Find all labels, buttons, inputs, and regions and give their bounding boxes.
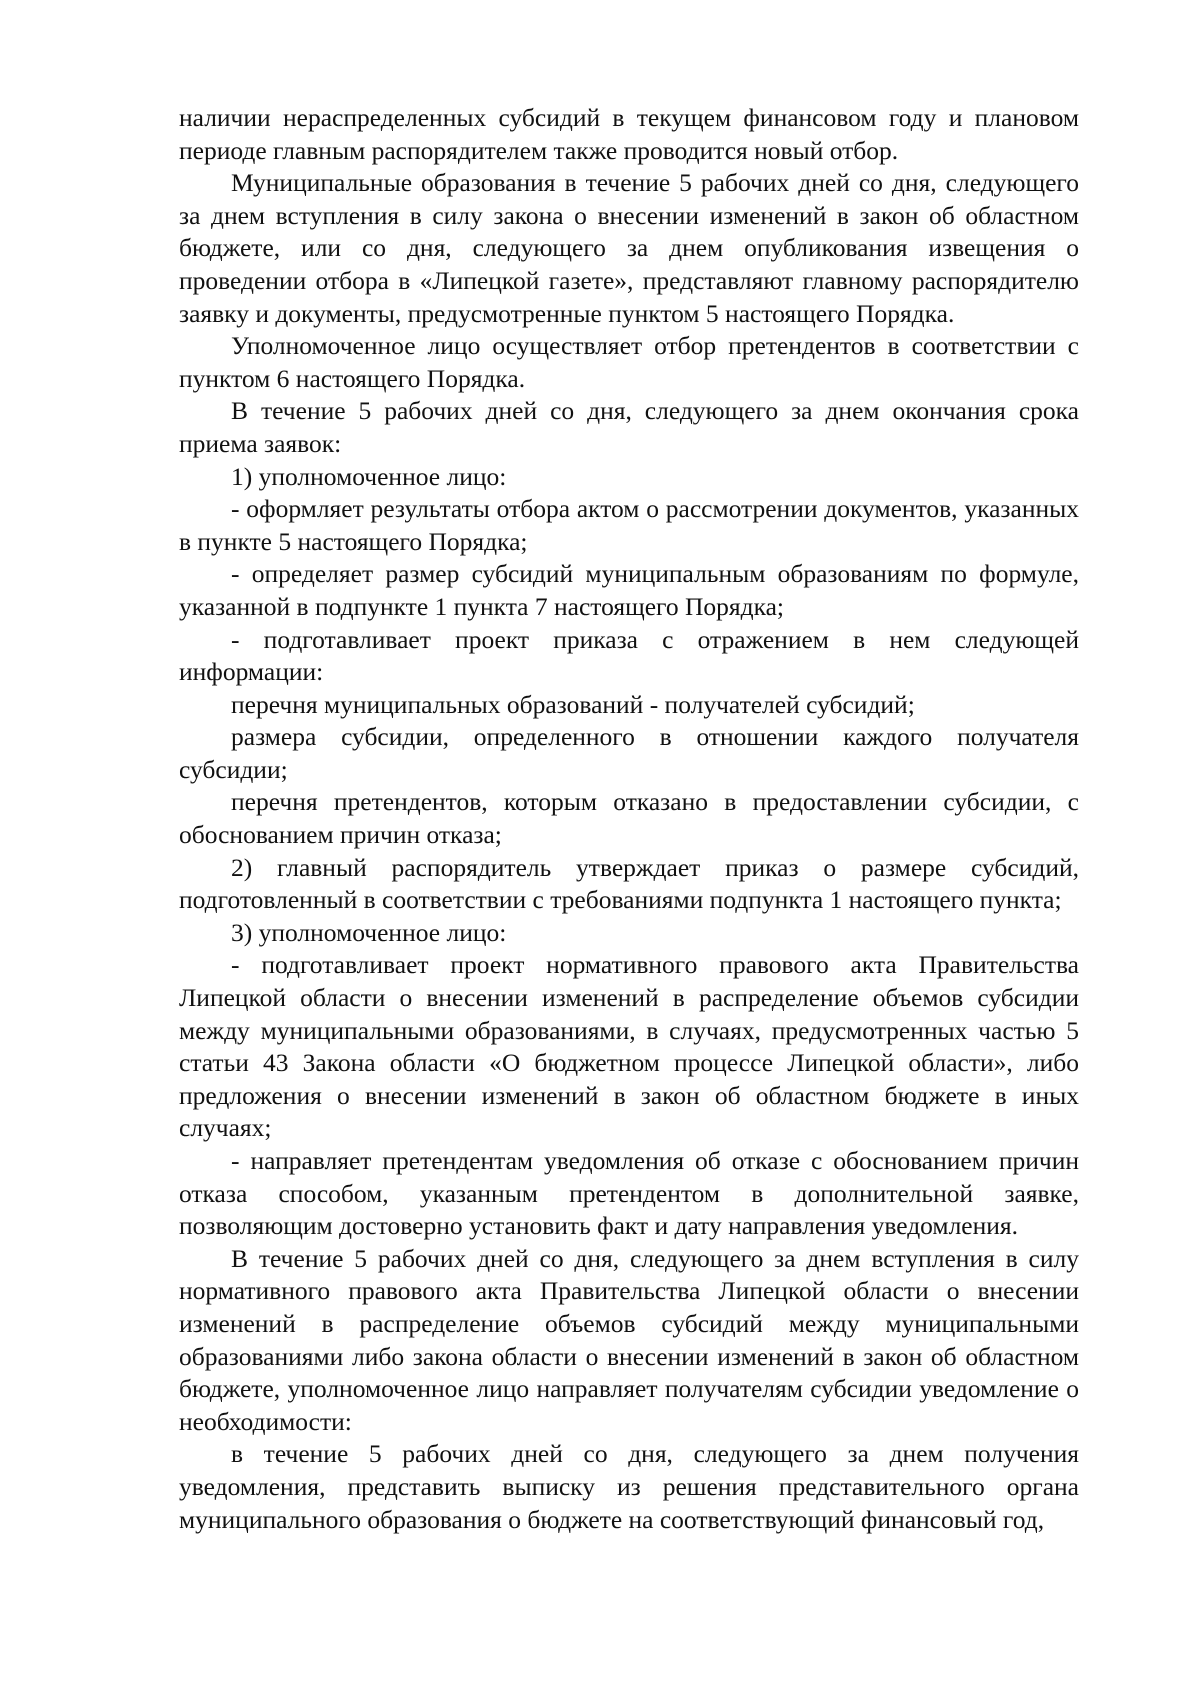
list-item: - оформляет результаты отбора актом о рассмотрении документов, указанных в пункте 5 настоящего Порядка; [179, 494, 1079, 556]
paragraph: Муниципальные образования в течение 5 рабочих дней со дня, следующего за днем вступления в силу закона о внесении изменений в закон об областном бюджете, или со дня, следующего за днем опубликования извещения о проведении отбора в «Липецкой газете», представляют главному распорядителю заявку и документы, предусмотренные пунктом 5 настоящего Порядка. [179, 168, 1079, 328]
list-item: перечня претендентов, которым отказано в предоставлении субсидии, с обоснованием причин отказа; [179, 787, 1079, 850]
list-item: - направляет претендентам уведомления об отказе с обоснованием причин отказа способом, указанным претендентом в дополнительной заявке, позволяющим достоверно установить факт и дату направления уведомления. [179, 1146, 1079, 1241]
document-page [179, 102, 1079, 1536]
paragraph: наличии нераспределенных субсидий в текущем финансовом году и плановом периоде главным распорядителем также проводится новый отбор. [179, 103, 1079, 165]
paragraph: Уполномоченное лицо осуществляет отбор претендентов в соответствии с пунктом 6 настоящего Порядка. [179, 331, 1079, 393]
list-item: 1) уполномоченное лицо: [231, 461, 507, 491]
list-item: 2) главный распорядитель утверждает приказ о размере субсидий, подготовленный в соответствии с требованиями подпункта 1 настоящего пункта; [179, 852, 1079, 915]
list-item: перечня муниципальных образований - получателей субсидий; [231, 689, 915, 719]
list-item: - определяет размер субсидий муниципальным образованиям по формуле, указанной в подпункте 1 пункта 7 настоящего Порядка; [179, 559, 1079, 621]
paragraph: В течение 5 рабочих дней со дня, следующего за днем окончания срока приема заявок: [179, 396, 1079, 458]
list-item: размера субсидии, определенного в отношении каждого получателя субсидии; [179, 722, 1079, 784]
list-item: 3) уполномоченное лицо: [231, 917, 507, 947]
list-item: - подготавливает проект нормативного правового акта Правительства Липецкой области о внесении изменений в распределение объемов субсидии между муниципальными образованиями, в случаях, предусмотренных частью 5 статьи 43 Закона области «О бюджетном процессе Липецкой области», либо предложения о внесении изменений в закон об областном бюджете в иных случаях; [179, 950, 1079, 1143]
list-item: - подготавливает проект приказа с отражением в нем следующей информации: [179, 624, 1079, 687]
paragraph: В течение 5 рабочих дней со дня, следующего за днем вступления в силу нормативного правового акта Правительства Липецкой области о внесении изменений в распределение объемов субсидий между муниципальными образованиями либо закона области о внесении изменений в закон об областном бюджете, уполномоченное лицо направляет получателям субсидии уведомление о необходимости: [179, 1243, 1079, 1436]
paragraph: в течение 5 рабочих дней со дня, следующего за днем получения уведомления, представить выписку из решения представительного органа муниципального образования о бюджете на соответствующий финансовый год, [179, 1439, 1079, 1534]
